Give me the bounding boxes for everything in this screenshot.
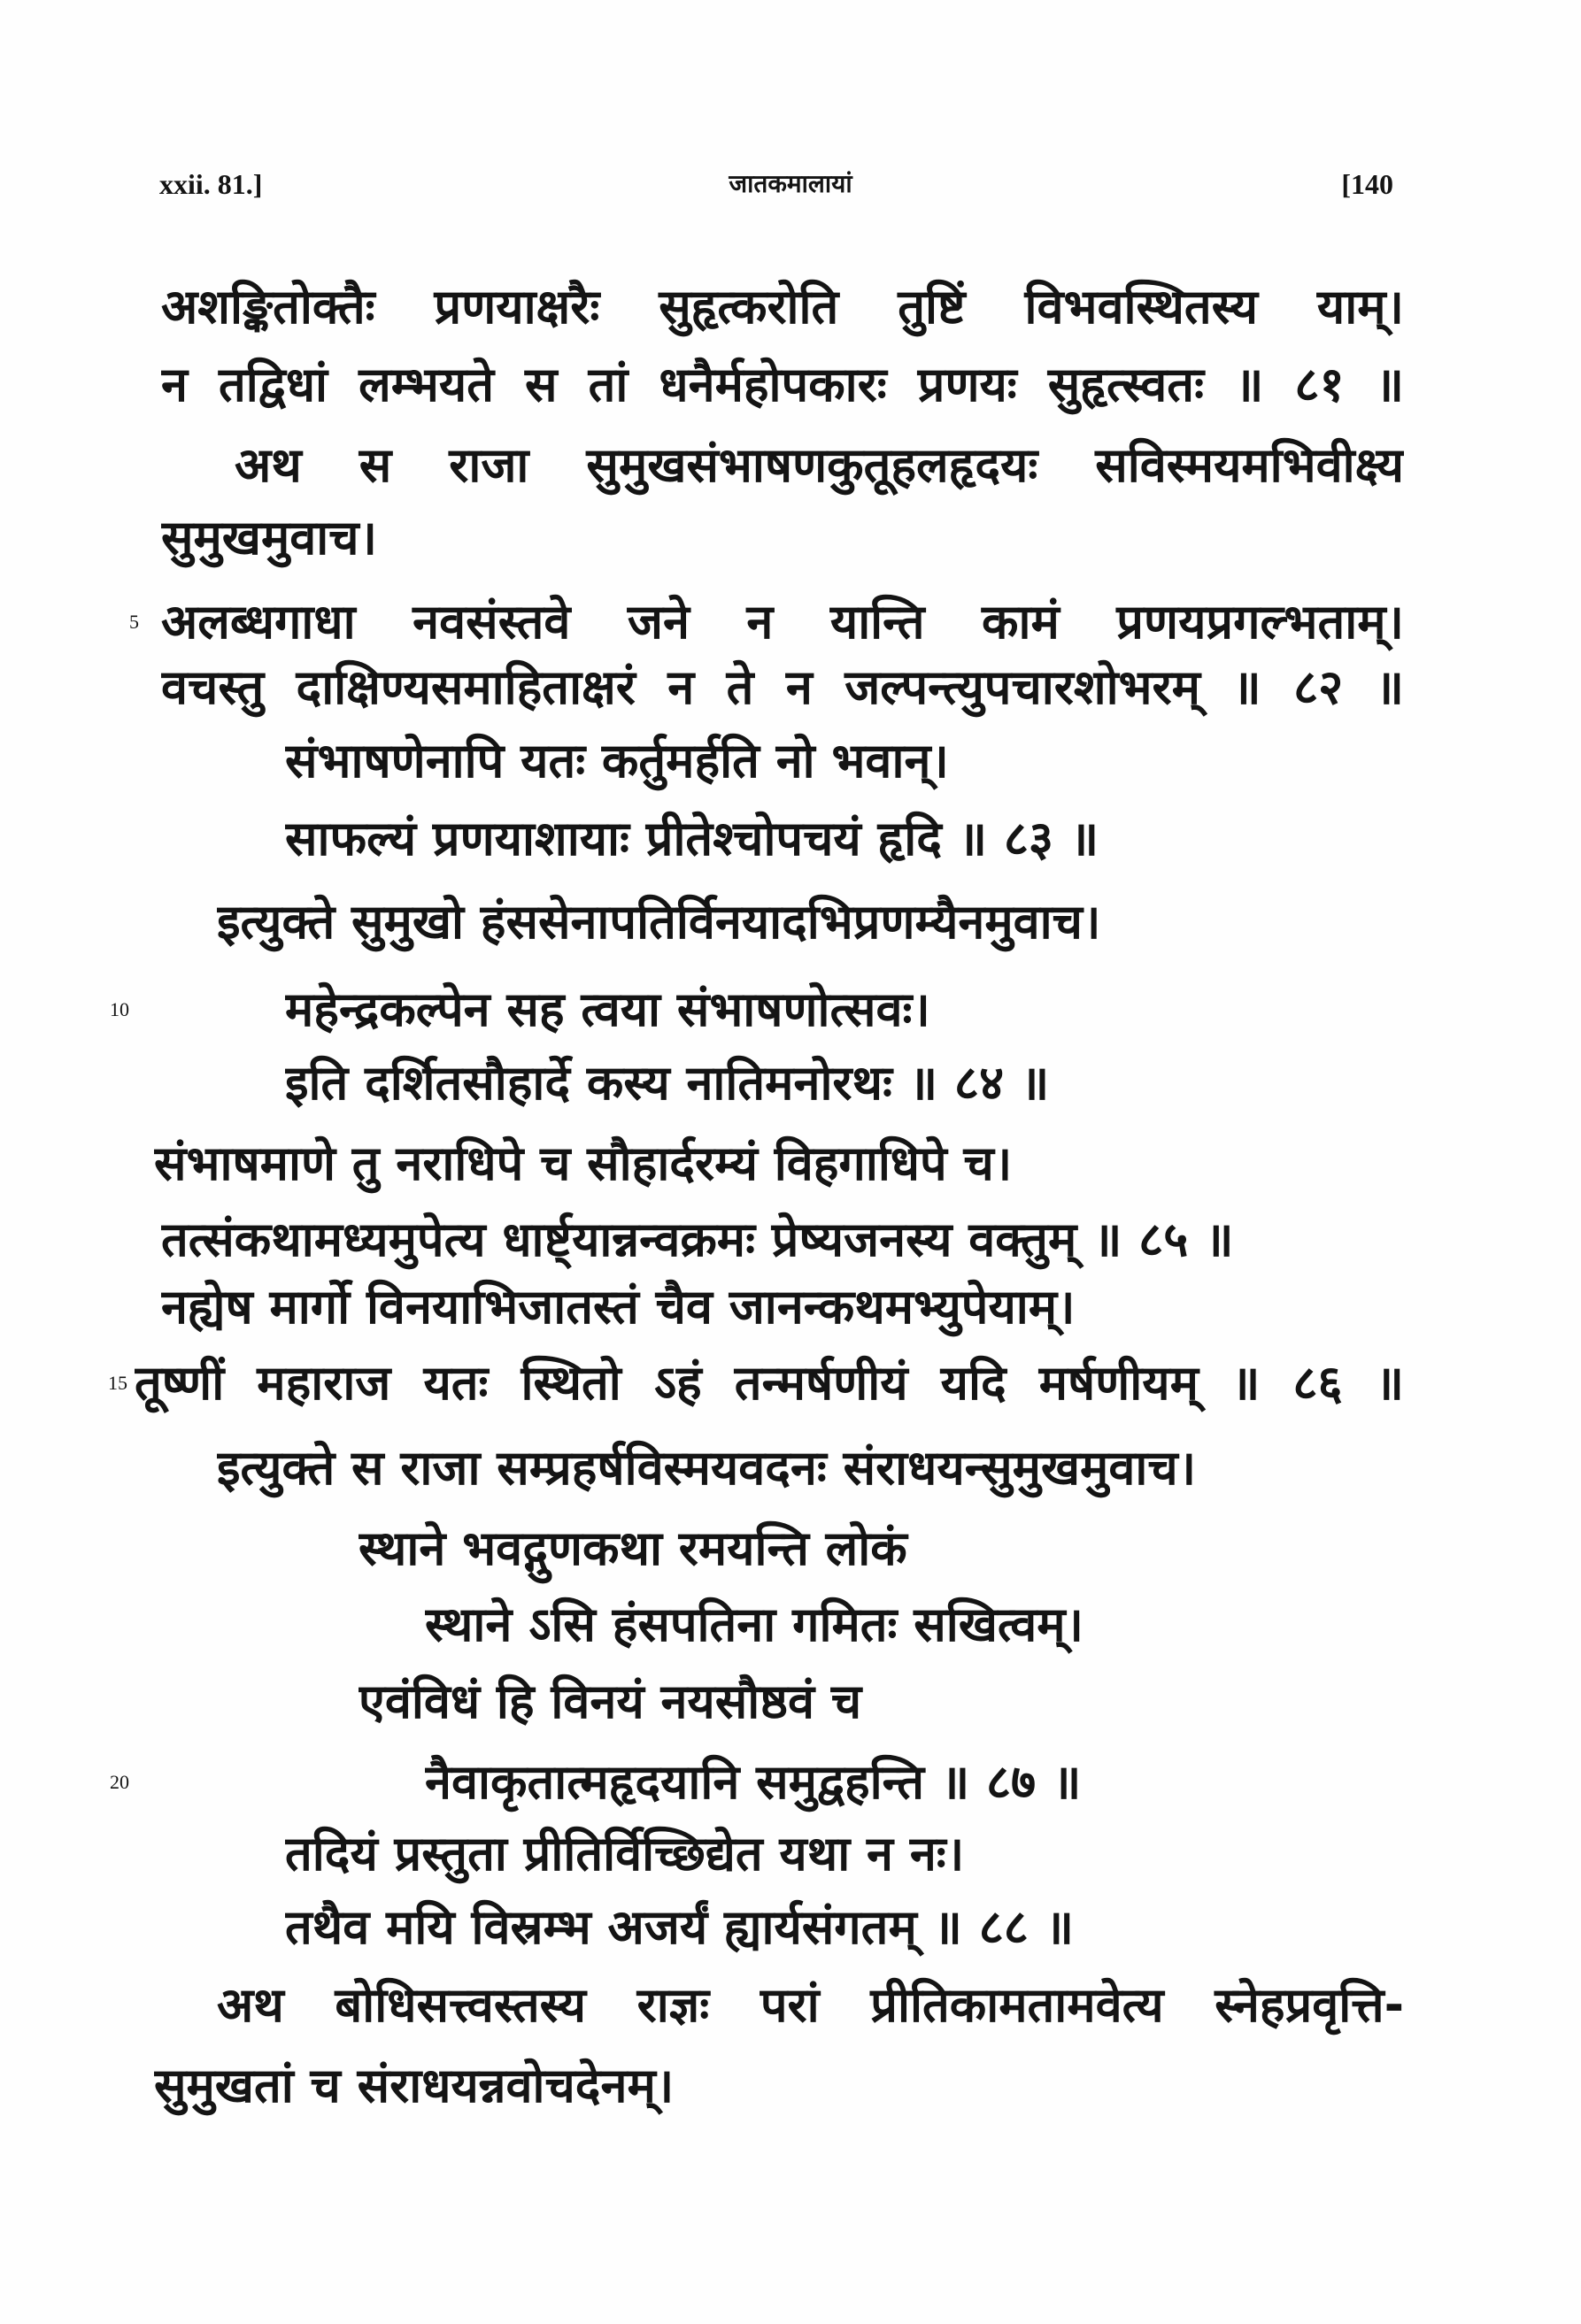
- line-number: 10: [110, 998, 129, 1020]
- verse-line: नह्येष मार्गो विनयाभिजातस्तं चैव जानन्कथमभ्युपेयाम्।: [161, 1279, 1076, 1335]
- verse-line: इति दर्शितसौहार्दे कस्य नातिमनोरथः ॥ ८४ ॥: [285, 1055, 1050, 1111]
- verse-line: स्थाने भवद्गुणकथा रमयन्ति लोकं: [359, 1520, 907, 1576]
- header-title: जातकमालायां: [729, 169, 852, 198]
- page-number: [140: [1341, 168, 1393, 200]
- verse-line: संभाषणेनापि यतः कर्तुमर्हति नो भवान्।: [285, 733, 949, 789]
- header-reference: xxii. 81.]: [159, 168, 263, 200]
- verse-line: संभाषमाणे तु नराधिपे च सौहार्दरम्यं विहगाधिपे च।: [154, 1135, 1013, 1191]
- verse-line: साफल्यं प्रणयाशायाः प्रीतेश्चोपचयं हृदि ॥ ८३ ॥: [285, 811, 1099, 866]
- prose-line: इत्युक्ते सुमुखो हंससेनापतिर्विनयादभिप्रणम्यैनमुवाच।: [217, 894, 1101, 950]
- line-number: 15: [108, 1372, 127, 1394]
- prose-line: अथ स राजा सुमुखसंभाषणकुतूहलहृदयः सविस्मयमभिवीक्ष्य: [235, 437, 1404, 493]
- prose-line: सुमुखमुवाच।: [161, 510, 378, 566]
- verse-line: तूष्णीं महाराज यतः स्थितो ऽहं तन्मर्षणीयं यदि मर्षणीयम् ॥ ८६ ॥: [135, 1355, 1404, 1411]
- verse-line: एवंविधं हि विनयं नयसौष्ठवं च: [359, 1674, 862, 1729]
- verse-line: तत्संकथामध्यमुपेत्य धार्ष्ट्यान्नन्वक्रमः प्रेष्यजनस्य वक्तुम् ॥ ८५ ॥: [161, 1212, 1234, 1267]
- prose-line: इत्युक्ते स राजा सम्प्रहर्षविस्मयवदनः संराधयन्सुमुखमुवाच।: [217, 1440, 1197, 1496]
- verse-line: महेन्द्रकल्पेन सह त्वया संभाषणोत्सवः।: [285, 981, 930, 1037]
- line-number: 5: [129, 611, 139, 633]
- verse-line: तथैव मयि विस्रम्भ अजर्यं ह्यार्यसंगतम् ॥ ८८ ॥: [285, 1899, 1074, 1955]
- verse-line: अलब्धगाधा नवसंस्तवे जने न यान्ति कामं प्रणयप्रगल्भताम्।: [161, 594, 1404, 650]
- line-number: 20: [110, 1771, 129, 1793]
- verse-line: अशङ्कितोक्तैः प्रणयाक्षरैः सुहृत्करोति तुष्टिं विभवस्थितस्य याम्।: [161, 279, 1404, 335]
- verse-line: तदियं प्रस्तुता प्रीतिर्विच्छिद्येत यथा न नः।: [285, 1826, 965, 1882]
- prose-line: अथ बोधिसत्त्वस्तस्य राज्ञः परां प्रीतिकामतामवेत्य स्नेहप्रवृत्ति-: [217, 1977, 1404, 2033]
- verse-line: वचस्तु दाक्षिण्यसमाहिताक्षरं न ते न जल्पन्त्युपचारशोभरम् ॥ ८२ ॥: [161, 659, 1404, 715]
- prose-line: सुमुखतां च संराधयन्नवोचदेनम्।: [154, 2058, 675, 2113]
- verse-line: नैवाकृतात्महृदयानि समुद्वहन्ति ॥ ८७ ॥: [425, 1754, 1082, 1810]
- verse-line: स्थाने ऽसि हंसपतिना गमितः सखित्वम्।: [425, 1597, 1084, 1652]
- verse-line: न तद्विधां लम्भयते स तां धनैर्महोपकारः प्रणयः सुहृत्स्वतः ॥ ८१ ॥: [161, 357, 1404, 412]
